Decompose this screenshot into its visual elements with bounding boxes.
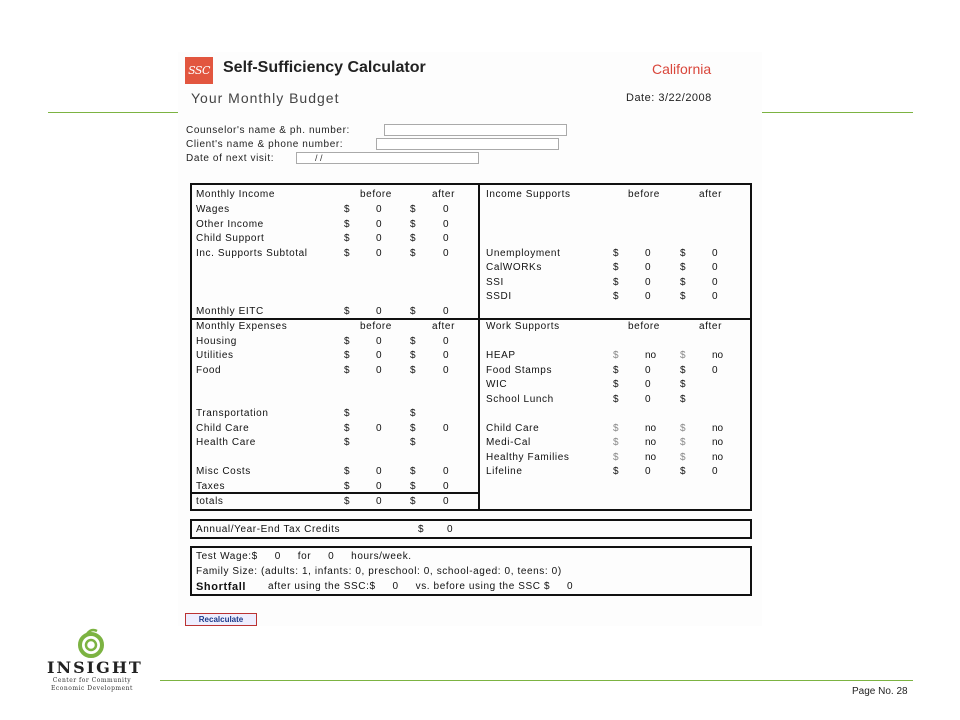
row-label: School Lunch: [486, 394, 554, 405]
after-dollar: $: [410, 423, 416, 434]
before-value: 0: [376, 219, 382, 230]
app-title: Self-Sufficiency Calculator: [223, 59, 426, 76]
before-dollar: $: [344, 437, 350, 448]
before-dollar: $: [344, 233, 350, 244]
after-dollar: $: [680, 248, 686, 259]
before-dollar: $: [344, 365, 350, 376]
before-dollar: $: [613, 248, 619, 259]
before-column-header: before: [628, 321, 660, 332]
tax-credits-box: [190, 519, 752, 539]
after-value: 0: [712, 277, 718, 288]
before-dollar: $: [344, 336, 350, 347]
row-label: Unemployment: [486, 248, 561, 259]
before-value: 0: [645, 365, 651, 376]
before-dollar: $: [344, 423, 350, 434]
section-header: Monthly Expenses: [196, 321, 288, 332]
row-label: Lifeline: [486, 466, 523, 477]
row-label: Inc. Supports Subtotal: [196, 248, 308, 259]
row-label: Child Care: [196, 423, 250, 434]
after-dollar: $: [680, 466, 686, 477]
before-value: 0: [376, 423, 382, 434]
before-value: 0: [376, 350, 382, 361]
client-input[interactable]: [376, 138, 559, 150]
after-dollar: $: [680, 437, 686, 448]
client-label: Client's name & phone number:: [186, 139, 344, 150]
before-value: no: [645, 350, 657, 361]
after-value: no: [712, 350, 724, 361]
before-value: 0: [645, 262, 651, 273]
before-value: 0: [645, 379, 651, 390]
after-dollar: $: [410, 466, 416, 477]
before-value: 0: [376, 496, 382, 507]
row-label: Healthy Families: [486, 452, 570, 463]
after-value: 0: [712, 466, 718, 477]
after-dollar: $: [680, 365, 686, 376]
row-label: Utilities: [196, 350, 234, 361]
before-dollar: $: [344, 219, 350, 230]
row-label: SSI: [486, 277, 504, 288]
header-rule-left: [48, 112, 178, 113]
test-wage-line: Test Wage:$ 0 for 0 hours/week.: [196, 551, 412, 562]
after-dollar: $: [410, 496, 416, 507]
row-label: totals: [196, 496, 224, 507]
after-value: 0: [443, 466, 449, 477]
after-dollar: $: [680, 452, 686, 463]
before-value: 0: [376, 233, 382, 244]
before-value: no: [645, 452, 657, 463]
recalculate-button[interactable]: Recalculate: [185, 613, 257, 626]
row-label: Transportation: [196, 408, 269, 419]
before-dollar: $: [613, 350, 619, 361]
state-label: California: [652, 61, 712, 77]
before-dollar: $: [613, 379, 619, 390]
before-value: 0: [645, 248, 651, 259]
counselor-label: Counselor's name & ph. number:: [186, 125, 350, 136]
before-value: 0: [376, 336, 382, 347]
row-label: Other Income: [196, 219, 264, 230]
row-label: Misc Costs: [196, 466, 251, 477]
after-dollar: $: [410, 336, 416, 347]
before-dollar: $: [344, 408, 350, 419]
before-value: 0: [376, 306, 382, 317]
section-header: Monthly Income: [196, 189, 275, 200]
after-dollar: $: [680, 277, 686, 288]
before-dollar: $: [613, 437, 619, 448]
before-value: 0: [645, 466, 651, 477]
family-size-line: Family Size: (adults: 1, infants: 0, preschool: 0, school-aged: 0, teens: 0): [196, 566, 562, 577]
row-label: Food Stamps: [486, 365, 553, 376]
before-value: 0: [376, 365, 382, 376]
row-label: SSDI: [486, 291, 512, 302]
after-dollar: $: [680, 394, 686, 405]
before-column-header: before: [628, 189, 660, 200]
before-value: no: [645, 423, 657, 434]
before-dollar: $: [613, 452, 619, 463]
section-divider: [192, 318, 750, 320]
insight-wordmark: INSIGHT: [47, 658, 143, 677]
shortfall-text: after using the SSC:$ 0 vs. before using the SSC $ 0: [268, 581, 574, 592]
row-label: WIC: [486, 379, 508, 390]
before-dollar: $: [613, 291, 619, 302]
counselor-input[interactable]: [384, 124, 567, 136]
after-column-header: after: [699, 321, 723, 332]
after-dollar: $: [410, 408, 416, 419]
after-value: 0: [443, 336, 449, 347]
after-dollar: $: [680, 379, 686, 390]
after-dollar: $: [410, 233, 416, 244]
row-label: Food: [196, 365, 222, 376]
row-label: Monthly EITC: [196, 306, 264, 317]
insight-sub1: Center for Community: [52, 677, 132, 684]
summary-box: [190, 546, 752, 596]
after-value: 0: [443, 248, 449, 259]
after-value: 0: [443, 496, 449, 507]
insight-swirl-icon: [47, 628, 137, 658]
after-dollar: $: [410, 437, 416, 448]
before-dollar: $: [613, 262, 619, 273]
after-value: 0: [443, 365, 449, 376]
after-dollar: $: [410, 204, 416, 215]
after-dollar: $: [680, 262, 686, 273]
before-value: 0: [645, 277, 651, 288]
after-value: 0: [443, 423, 449, 434]
row-label: Housing: [196, 336, 237, 347]
before-dollar: $: [344, 481, 350, 492]
after-value: 0: [443, 204, 449, 215]
after-value: 0: [443, 219, 449, 230]
date-label: Date: 3/22/2008: [626, 92, 712, 104]
page-subtitle: Your Monthly Budget: [191, 90, 340, 106]
table-divider: [478, 185, 480, 509]
after-dollar: $: [680, 291, 686, 302]
before-value: 0: [376, 466, 382, 477]
before-dollar: $: [344, 248, 350, 259]
row-label: Health Care: [196, 437, 256, 448]
after-value: 0: [712, 291, 718, 302]
after-value: no: [712, 423, 724, 434]
before-value: 0: [376, 204, 382, 215]
ssc-logo: SSC: [185, 57, 213, 84]
before-column-header: before: [360, 321, 392, 332]
before-dollar: $: [613, 365, 619, 376]
section-header: Work Supports: [486, 321, 560, 332]
shortfall-label: Shortfall: [196, 581, 247, 593]
before-dollar: $: [344, 496, 350, 507]
next-visit-label: Date of next visit:: [186, 153, 275, 164]
after-dollar: $: [410, 219, 416, 230]
row-label: CalWORKs: [486, 262, 542, 273]
after-column-header: after: [699, 189, 723, 200]
before-column-header: before: [360, 189, 392, 200]
before-dollar: $: [344, 466, 350, 477]
row-label: Child Care: [486, 423, 540, 434]
row-label: Child Support: [196, 233, 265, 244]
insight-sub2: Economic Development: [51, 685, 133, 692]
tax-credits-label: Annual/Year-End Tax Credits: [196, 524, 341, 535]
after-dollar: $: [410, 350, 416, 361]
after-value: no: [712, 452, 724, 463]
before-value: 0: [645, 291, 651, 302]
after-value: 0: [443, 306, 449, 317]
after-column-header: after: [432, 189, 456, 200]
before-dollar: $: [613, 394, 619, 405]
after-column-header: after: [432, 321, 456, 332]
before-value: no: [645, 437, 657, 448]
row-label: HEAP: [486, 350, 516, 361]
after-dollar: $: [680, 423, 686, 434]
before-dollar: $: [344, 350, 350, 361]
before-value: 0: [645, 394, 651, 405]
before-value: 0: [376, 481, 382, 492]
row-label: Wages: [196, 204, 230, 215]
before-dollar: $: [613, 423, 619, 434]
after-value: 0: [712, 262, 718, 273]
header-rule-right: [762, 112, 913, 113]
before-value: 0: [376, 248, 382, 259]
after-dollar: $: [410, 248, 416, 259]
before-dollar: $: [613, 466, 619, 477]
after-dollar: $: [410, 481, 416, 492]
before-dollar: $: [613, 277, 619, 288]
insight-logo: [47, 628, 143, 694]
after-value: no: [712, 437, 724, 448]
footer-rule: [160, 680, 913, 681]
before-dollar: $: [344, 204, 350, 215]
after-dollar: $: [680, 350, 686, 361]
before-dollar: $: [344, 306, 350, 317]
row-label: Medi-Cal: [486, 437, 531, 448]
tax-credits-value: 0: [447, 524, 453, 535]
section-header: Income Supports: [486, 189, 571, 200]
after-value: 0: [712, 248, 718, 259]
after-dollar: $: [410, 365, 416, 376]
after-dollar: $: [410, 306, 416, 317]
tax-credits-dollar: $: [418, 524, 424, 535]
after-value: 0: [443, 350, 449, 361]
row-label: Taxes: [196, 481, 226, 492]
page-number: Page No. 28: [852, 686, 908, 697]
totals-divider: [192, 492, 480, 494]
after-value: 0: [712, 365, 718, 376]
budget-table: [190, 183, 752, 511]
after-value: 0: [443, 233, 449, 244]
after-value: 0: [443, 481, 449, 492]
next-visit-input[interactable]: / /: [296, 152, 479, 164]
